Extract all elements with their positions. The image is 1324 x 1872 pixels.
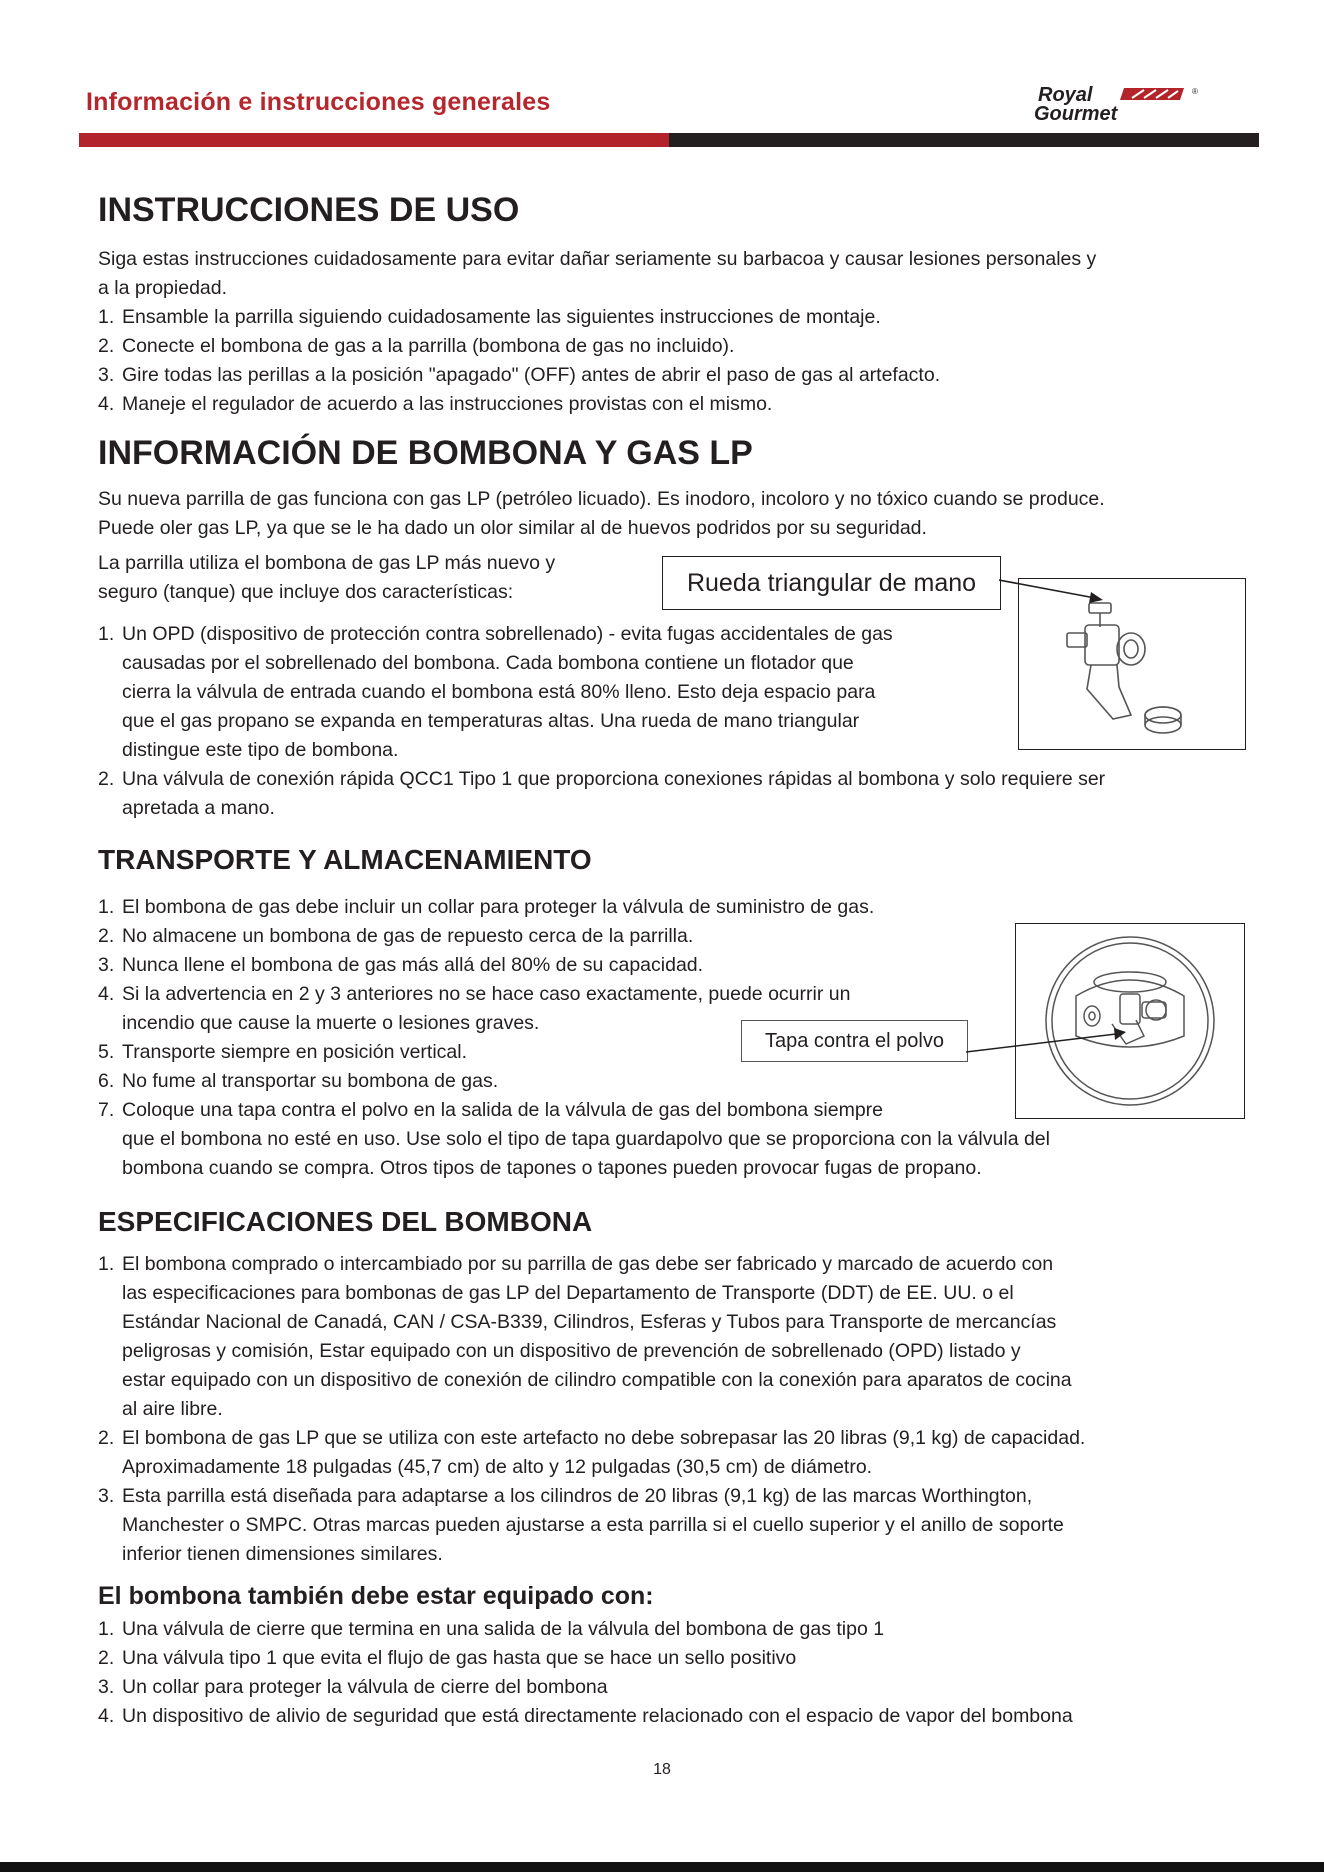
uso-intro-line2: a la propiedad. <box>98 277 228 299</box>
callout-arrow-rueda <box>999 570 1109 604</box>
section-title-bombona: INFORMACIÓN DE BOMBONA Y GAS LP <box>98 434 753 472</box>
bottom-border <box>0 1862 1324 1872</box>
callout-arrow-tapa <box>966 1020 1136 1064</box>
section-title-transporte: TRANSPORTE Y ALMACENAMIENTO <box>98 844 592 875</box>
royal-gourmet-logo <box>1034 84 1224 124</box>
header-bar-red <box>79 133 669 147</box>
header-bar-dark <box>669 133 1259 147</box>
bombona-para-3a: La parrilla utiliza el bombona de gas LP más nuevo y <box>98 552 556 574</box>
callout-tapa-polvo: Tapa contra el polvo <box>741 1020 968 1062</box>
page-number: 18 <box>653 1761 671 1778</box>
bombona-para-2: Puede oler gas LP, ya que se le ha dado un olor similar al de huevos podridos por su seguridad. <box>98 517 927 539</box>
svg-text:Gourmet: Gourmet <box>1034 103 1118 124</box>
svg-text:®: ® <box>1192 87 1198 96</box>
section-title-equipado: El bombona también debe estar equipado con: <box>98 1582 654 1610</box>
svg-text:Royal: Royal <box>1038 84 1093 106</box>
header-title: Información e instrucciones generales <box>86 88 551 116</box>
valve-illustration-icon <box>1019 579 1245 749</box>
section-title-especificaciones: ESPECIFICACIONES DEL BOMBONA <box>98 1206 593 1237</box>
uso-intro-line1: Siga estas instrucciones cuidadosamente para evitar dañar seriamente su barbacoa y causar lesiones personales y <box>98 248 1097 270</box>
callout-rueda-triangular: Rueda triangular de mano <box>662 556 1001 610</box>
section-title-uso: INSTRUCCIONES DE USO <box>98 191 520 229</box>
bombona-para-1: Su nueva parrilla de gas funciona con gas LP (petróleo licuado). Es inodoro, incoloro y no tóxico cuando se produce. <box>98 488 1105 510</box>
bombona-para-3b: seguro (tanque) que incluye dos características: <box>98 581 514 603</box>
